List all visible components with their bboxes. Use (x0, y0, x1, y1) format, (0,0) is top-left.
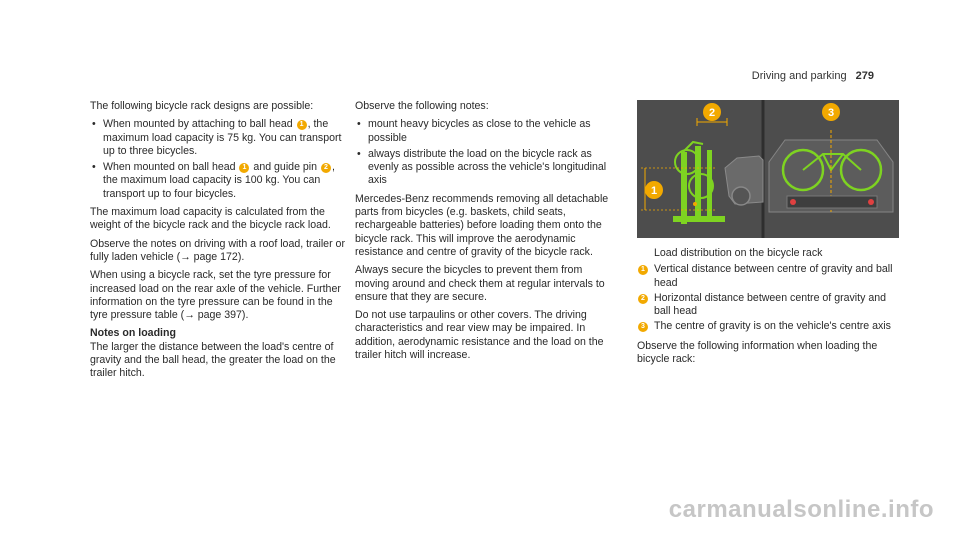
callout-1-icon: 1 (239, 163, 249, 173)
section-title: Driving and parking (751, 70, 847, 82)
side-view (641, 103, 763, 224)
paragraph: Always secure the bicycles to prevent them from moving around and check them at regular intervals to ensure that they are secure. (355, 264, 605, 303)
rack-post (681, 152, 687, 224)
page-number: 279 (855, 70, 874, 82)
ball-head-marker (693, 202, 697, 206)
list-item (90, 161, 350, 201)
roof-load-reference: Observe the notes on driving with a roof load, trailer or fully laden vehicle (→ page 172). (90, 237, 345, 263)
list-text: , the maximum load capacity is 75 kg. You can transport up to three bicycles. (103, 118, 342, 157)
watermark: carmanualsonline.info (668, 496, 934, 523)
callout-2-label: 2 (708, 107, 716, 119)
list-text: When mounted on ball head (103, 161, 236, 174)
callout-1-icon: 1 (297, 120, 307, 130)
illustration-svg (637, 100, 899, 238)
column-left (90, 100, 350, 386)
legend-text: The centre of gravity is on the vehicle's centre axis (654, 320, 891, 333)
car-wheel (732, 187, 750, 205)
intro-text: Observe the following notes: (355, 100, 489, 112)
paragraph: The larger the distance between the load's centre of gravity and the ball head, the greater the load on the trailer hitch. (90, 340, 336, 380)
legend-text: Horizontal distance between centre of gravity and ball head (654, 291, 887, 318)
rack-platform (787, 196, 877, 208)
rack-design-list (90, 118, 350, 201)
list-item: • always distribute the load on the bicycle rack as evenly as possible across the vehicle's longitudinal axis (355, 148, 617, 188)
intro-text: The following bicycle rack designs are possible: (90, 100, 314, 112)
callout-1-label: 1 (650, 185, 658, 197)
rack-post (707, 150, 712, 222)
tyre-pressure-reference: When using a bicycle rack, set the tyre pressure for increased load on the rear axle of the vehicle. Further information on the tyre pressure can be found in the tyre pressure table (→ page 397). (90, 269, 341, 322)
rear-view (769, 103, 893, 212)
list-text: , the maximum load capacity is 100 kg. You can transport up to four bicycles. (103, 161, 335, 200)
column-right (637, 100, 899, 371)
list-text: When mounted by attaching to ball head (103, 118, 293, 131)
callout-3-icon: 3 (638, 322, 648, 332)
callout-2-icon: 2 (638, 294, 648, 304)
paragraph: Observe the following information when loading the bicycle rack: (637, 339, 878, 366)
callout-2-icon: 2 (321, 163, 331, 173)
list-item: • mount heavy bicycles as close to the vehicle as possible (355, 118, 617, 145)
list-item (90, 118, 350, 158)
rack-base (673, 216, 725, 222)
list-text: and guide pin (253, 161, 318, 174)
column-middle (355, 100, 617, 367)
bicycle-rack-illustration (637, 100, 899, 238)
paragraph: Mercedes-Benz recommends removing all detachable parts from bicycles (e.g. baskets, child seats, rechargeable batteries) before loading them onto the bicycle rack. This will improve the aerodynamic resistance and centre of gravity of the bicycle rack. (355, 192, 609, 258)
tail-light (790, 199, 796, 205)
callout-1-icon: 1 (638, 265, 648, 275)
paragraph: The maximum load capacity is calculated from the weight of the bicycle rack and the bicycle rack load. (90, 206, 331, 232)
callout-3-label: 3 (827, 107, 835, 119)
paragraph: Do not use tarpaulins or other covers. The driving characteristics and rear view may be impaired. In addition, aerodynamic resistance and the load on the trailer hitch will increase. (355, 309, 604, 362)
page-header (752, 70, 874, 83)
tail-light (868, 199, 874, 205)
legend-item (637, 320, 899, 333)
legend-text: Vertical distance between centre of gravity and ball head (654, 263, 893, 289)
legend-item (637, 292, 899, 319)
legend-item (637, 263, 899, 290)
section-heading: Notes on loading (90, 327, 176, 340)
notes-list (355, 118, 617, 187)
figure-caption: Load distribution on the bicycle rack (654, 247, 823, 259)
